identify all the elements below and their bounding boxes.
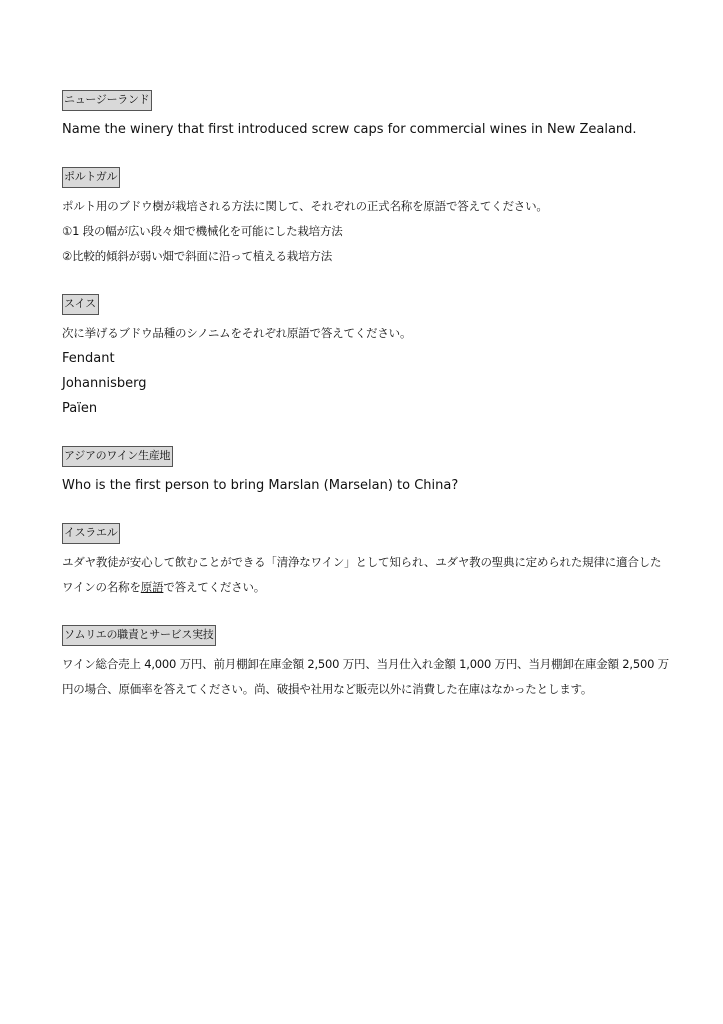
question-text: ポルト用のブドウ樹が栽培される方法に関して、それぞれの正式名称を原語で答えてください。 xyxy=(62,199,548,213)
grape-variety: Johannisberg xyxy=(62,376,147,391)
section-asia xyxy=(62,444,672,498)
question-text: 次に挙げるブドウ品種のシノニムをそれぞれ原語で答えてください。 xyxy=(62,326,412,340)
question-text-end: で答えてください。 xyxy=(163,580,266,594)
section-israel xyxy=(62,521,672,600)
question-text: Name the winery that first introduced screw caps for commercial wines in New Zealand. xyxy=(62,122,637,137)
section-heading: ポルトガル xyxy=(62,167,120,188)
section-heading: ソムリエの職責とサービス実技 xyxy=(62,625,216,646)
section-heading: スイス xyxy=(62,294,99,315)
question-text: Who is the first person to bring Marslan (Marselan) to China? xyxy=(62,478,459,493)
grape-variety: Fendant xyxy=(62,351,115,366)
question-text-start: ユダヤ教徒が安心して飲むことができる「清浄なワイン」として知られ、ユダヤ教の聖典に定められた規律に適合したワインの名称を xyxy=(62,555,662,594)
section-new-zealand xyxy=(62,88,672,142)
question-text: ワイン総合売上 4,000 万円、前月棚卸在庫金額 2,500 万円、当月仕入れ金額 1,000 万円、当月棚卸在庫金額 2,500 万円の場合、原価率を答えてください。尚、破損や社用など販売以外に消費した在庫はなかったとします。 xyxy=(62,657,669,696)
question-text xyxy=(62,550,672,600)
section-switzerland xyxy=(62,292,672,421)
question-item: ②比較的傾斜が弱い畑で斜面に沿って植える栽培方法 xyxy=(62,249,333,263)
section-heading: アジアのワイン生産地 xyxy=(62,446,173,467)
document-page xyxy=(62,88,672,725)
question-item: ①1 段の幅が広い段々畑で機械化を可能にした栽培方法 xyxy=(62,224,343,238)
section-heading: イスラエル xyxy=(62,523,120,544)
grape-variety: Païen xyxy=(62,401,98,416)
section-heading: ニュージーランド xyxy=(62,90,152,111)
section-sommelier xyxy=(62,623,672,702)
section-portugal xyxy=(62,165,672,269)
underlined-term: 原語 xyxy=(140,580,164,594)
